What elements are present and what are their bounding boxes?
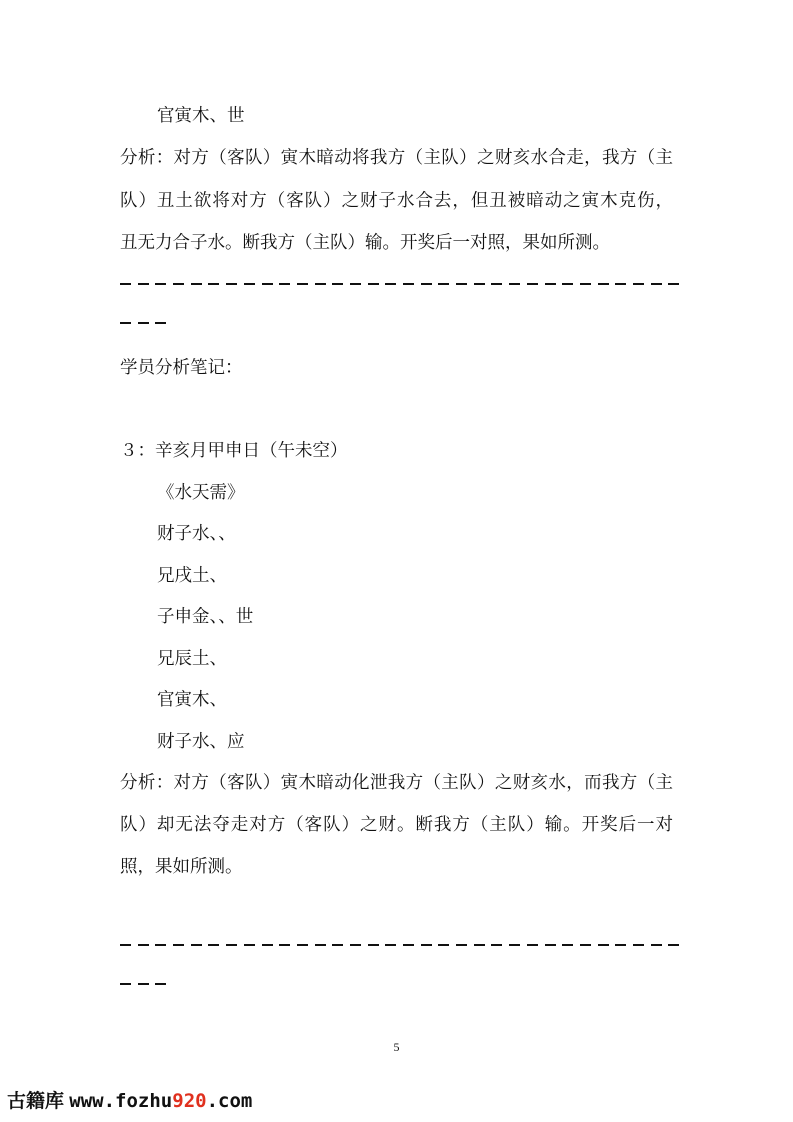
dash-mark: [615, 944, 626, 946]
dash-mark: [120, 983, 131, 985]
analysis-line: 队）却无法夺走对方（客队）之财。断我方（主队）输。开奖后一对: [120, 815, 673, 835]
dash-mark: [545, 944, 556, 946]
dash-row-2: [120, 983, 166, 985]
dash-mark: [438, 944, 449, 946]
dash-mark: [651, 283, 662, 285]
dash-mark: [633, 944, 644, 946]
analysis-line: 丑无力合子水。断我方（主队）输。开奖后一对照，果如所测。: [120, 233, 610, 253]
dash-row-1: [120, 283, 679, 285]
dash-mark: [297, 283, 308, 285]
dash-mark: [138, 283, 149, 285]
dash-mark: [155, 283, 166, 285]
analysis-line: 分析：对方（客队）寅木暗动化泄我方（主队）之财亥水，而我方（主: [120, 773, 673, 793]
dash-mark: [438, 283, 449, 285]
dash-mark: [262, 944, 273, 946]
dash-mark: [244, 944, 255, 946]
dash-mark: [668, 944, 679, 946]
dash-mark: [350, 283, 361, 285]
dash-mark: [138, 322, 149, 324]
dash-mark: [120, 283, 131, 285]
dash-mark: [668, 283, 679, 285]
dash-mark: [598, 283, 609, 285]
dash-mark: [120, 322, 131, 324]
dash-mark: [615, 283, 626, 285]
dash-mark: [580, 283, 591, 285]
dash-mark: [651, 944, 662, 946]
yao-line: 官寅木、世: [157, 106, 245, 126]
dash-mark: [403, 944, 414, 946]
case-heading: ３：辛亥月甲申日（午未空）: [120, 441, 348, 461]
dash-mark: [456, 944, 467, 946]
dash-mark: [509, 944, 520, 946]
notes-heading: 学员分析笔记：: [120, 358, 243, 378]
dash-mark: [421, 944, 432, 946]
dash-mark: [208, 944, 219, 946]
analysis-line: 分析：对方（客队）寅木暗动将我方（主队）之财亥水合走，我方（主: [120, 148, 673, 168]
dash-mark: [474, 944, 485, 946]
dash-mark: [155, 322, 166, 324]
dash-mark: [226, 944, 237, 946]
dash-mark: [120, 944, 131, 946]
dash-mark: [244, 283, 255, 285]
dash-mark: [633, 283, 644, 285]
dashed-separator: [120, 932, 675, 956]
watermark-url-c: .com: [206, 1090, 253, 1112]
dash-mark: [385, 283, 396, 285]
dash-mark: [315, 283, 326, 285]
dash-row-1: [120, 944, 679, 946]
dash-mark: [155, 983, 166, 985]
dash-mark: [368, 944, 379, 946]
dash-mark: [315, 944, 326, 946]
hexagram-name: 《水天需》: [157, 483, 245, 503]
dash-mark: [332, 283, 343, 285]
page-number: 5: [393, 1040, 400, 1054]
dash-mark: [155, 944, 166, 946]
yao-line: 子申金、、世: [157, 607, 254, 627]
dash-mark: [545, 283, 556, 285]
watermark-url-b: 920: [172, 1090, 207, 1112]
dash-mark: [491, 283, 502, 285]
dash-mark: [368, 283, 379, 285]
dash-mark: [191, 283, 202, 285]
dash-mark: [509, 283, 520, 285]
yao-line: 兄戌土、: [157, 566, 227, 586]
dash-mark: [350, 944, 361, 946]
dash-mark: [456, 283, 467, 285]
site-watermark[interactable]: [7, 1086, 252, 1113]
watermark-url-a: www.fozhu: [69, 1090, 173, 1112]
dashed-separator: [120, 271, 675, 295]
dash-mark: [580, 944, 591, 946]
dash-mark: [474, 283, 485, 285]
dash-mark: [491, 944, 502, 946]
watermark-site-name: 古籍库: [7, 1091, 65, 1112]
dash-mark: [138, 983, 149, 985]
dash-mark: [598, 944, 609, 946]
analysis-line: 队）丑土欲将对方（客队）之财子水合去，但丑被暗动之寅木克伤，: [120, 191, 673, 211]
yao-line: 财子水、、: [157, 524, 236, 544]
dash-mark: [421, 283, 432, 285]
yao-line: 兄辰土、: [157, 649, 227, 669]
dash-mark: [385, 944, 396, 946]
dash-mark: [262, 283, 273, 285]
watermark-url[interactable]: [69, 1090, 252, 1112]
dash-mark: [173, 283, 184, 285]
dash-row-2: [120, 322, 166, 324]
dash-mark: [403, 283, 414, 285]
dash-mark: [527, 944, 538, 946]
dash-mark: [138, 944, 149, 946]
dash-mark: [562, 944, 573, 946]
analysis-line: 照，果如所测。: [120, 857, 243, 877]
dash-mark: [226, 283, 237, 285]
dash-mark: [191, 944, 202, 946]
dash-mark: [332, 944, 343, 946]
dash-mark: [208, 283, 219, 285]
dash-mark: [562, 283, 573, 285]
dash-mark: [279, 944, 290, 946]
dash-mark: [297, 944, 308, 946]
dash-mark: [527, 283, 538, 285]
yao-line: 财子水、应: [157, 732, 245, 752]
yao-line: 官寅木、: [157, 690, 227, 710]
dash-mark: [173, 944, 184, 946]
dash-mark: [279, 283, 290, 285]
